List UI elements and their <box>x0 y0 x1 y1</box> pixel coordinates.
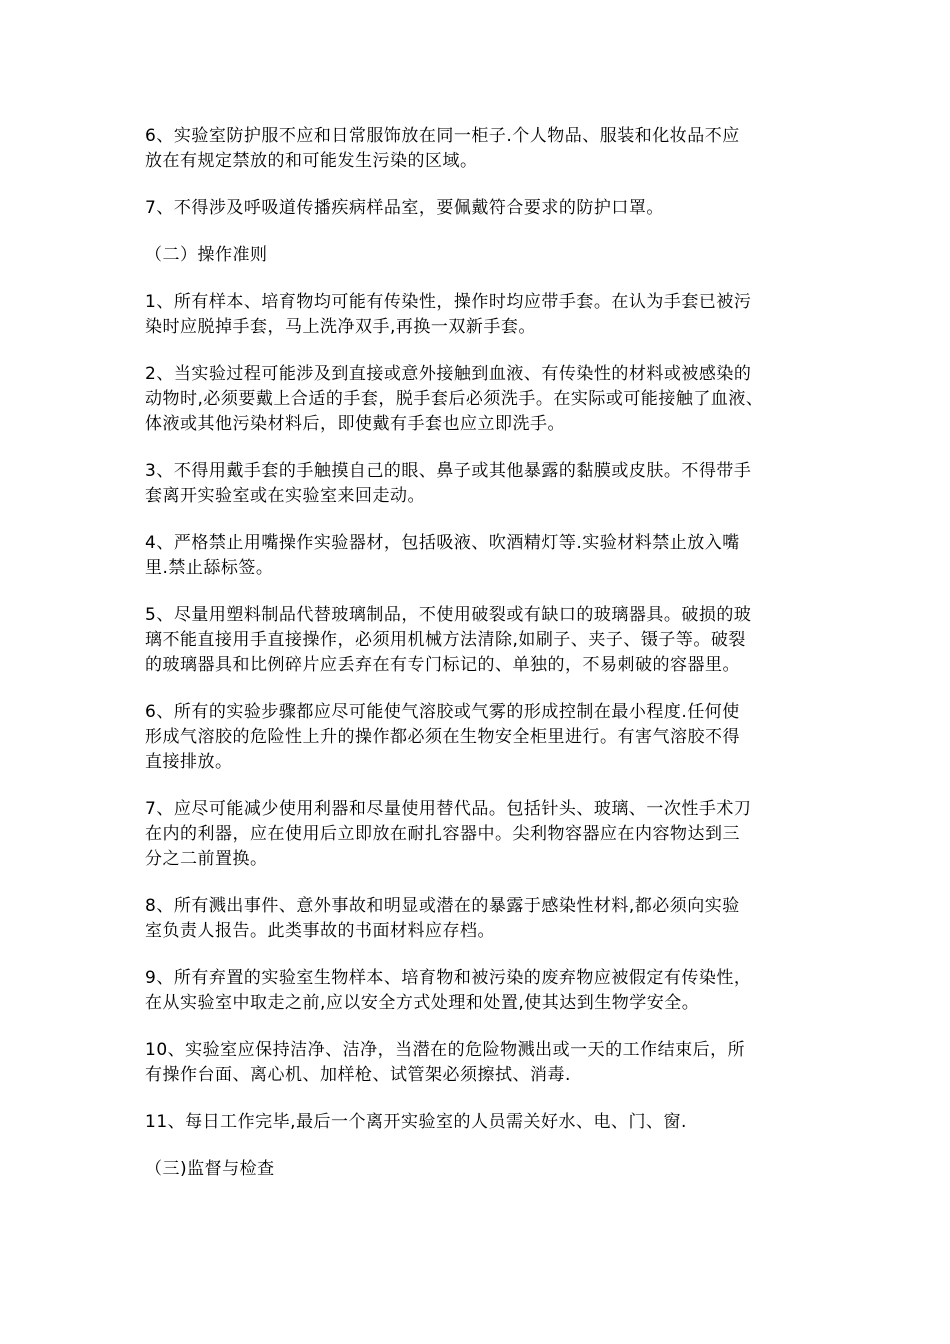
text-line: 形成气溶胶的危险性上升的操作都必须在生物安全柜里进行。有害气溶胶不得 <box>145 727 740 747</box>
text-line: 5、尽量用塑料制品代替玻璃制品，不使用破裂或有缺口的玻璃器具。破损的玻 <box>145 605 752 625</box>
text-line: 11、每日工作完毕,最后一个离开实验室的人员需关好水、电、门、窗. <box>145 1112 687 1132</box>
paragraph <box>145 1110 825 1135</box>
text-line: 套离开实验室或在实验室来回走动。 <box>145 486 425 506</box>
paragraph <box>145 1038 825 1088</box>
paragraph <box>145 124 825 174</box>
paragraph <box>145 196 825 221</box>
text-line: 6、实验室防护服不应和日常服饰放在同一柜子.个人物品、服装和化妆品不应 <box>145 126 740 146</box>
text-line: 分之二前置换。 <box>145 849 268 869</box>
section-heading <box>145 243 825 268</box>
text-line: 动物时,必须要戴上合适的手套，脱手套后必须洗手。在实际或可能接触了血液、 <box>145 389 764 409</box>
text-line: 直接排放。 <box>145 752 233 772</box>
text-line: 8、所有溅出事件、意外事故和明显或潜在的暴露于感染性材料,都必须向实验 <box>145 896 740 916</box>
text-line: 10、实验室应保持洁净、洁净，当潜在的危险物溅出或一天的工作结束后，所 <box>145 1040 746 1060</box>
section-heading <box>145 1157 825 1182</box>
paragraph <box>145 797 825 872</box>
text-line: 1、所有样本、培育物均可能有传染性，操作时均应带手套。在认为手套已被污 <box>145 292 752 312</box>
text-line: 7、应尽可能减少使用利器和尽量使用替代品。包括针头、玻璃、一次性手术刀 <box>145 799 752 819</box>
text-line: 7、不得涉及呼吸道传播疾病样品室，要佩戴符合要求的防护口罩。 <box>145 198 664 218</box>
paragraph <box>145 290 825 340</box>
paragraph <box>145 966 825 1016</box>
document-page <box>145 124 825 1204</box>
paragraph <box>145 603 825 678</box>
text-line: 6、所有的实验步骤都应尽可能使气溶胶或气雾的形成控制在最小程度.任何使 <box>145 702 740 722</box>
heading-text: （三)监督与检查 <box>145 1159 275 1179</box>
text-line: 体液或其他污染材料后，即使戴有手套也应立即洗手。 <box>145 414 565 434</box>
text-line: 室负责人报告。此类事故的书面材料应存档。 <box>145 921 495 941</box>
text-line: 3、不得用戴手套的手触摸自己的眼、鼻子或其他暴露的黏膜或皮肤。不得带手 <box>145 461 752 481</box>
heading-text: （二）操作准则 <box>145 245 268 265</box>
paragraph <box>145 894 825 944</box>
text-line: 有操作台面、离心机、加样枪、试管架必须擦拭、消毒. <box>145 1065 571 1085</box>
text-line: 染时应脱掉手套，马上洗净双手,再换一双新手套。 <box>145 317 536 337</box>
paragraph <box>145 700 825 775</box>
paragraph <box>145 531 825 581</box>
text-line: 在从实验室中取走之前,应以安全方式处理和处置,使其达到生物学安全。 <box>145 993 700 1013</box>
text-line: 放在有规定禁放的和可能发生污染的区域。 <box>145 151 478 171</box>
text-line: 在内的利器，应在使用后立即放在耐扎容器中。尖利物容器应在内容物达到三 <box>145 824 740 844</box>
paragraph <box>145 362 825 437</box>
text-line: 璃不能直接用手直接操作，必须用机械方法清除,如刷子、夹子、镊子等。破裂 <box>145 630 746 650</box>
text-line: 2、当实验过程可能涉及到直接或意外接触到血液、有传染性的材料或被感染的 <box>145 364 752 384</box>
text-line: 4、严格禁止用嘴操作实验器材，包括吸液、吹酒精灯等.实验材料禁止放入嘴 <box>145 533 740 553</box>
text-line: 里.禁止舔标签。 <box>145 558 274 578</box>
text-line: 的玻璃器具和比例碎片应丢弃在有专门标记的、单独的，不易刺破的容器里。 <box>145 655 740 675</box>
paragraph <box>145 459 825 509</box>
text-line: 9、所有弃置的实验室生物样本、培育物和被污染的废弃物应被假定有传染性， <box>145 968 752 988</box>
